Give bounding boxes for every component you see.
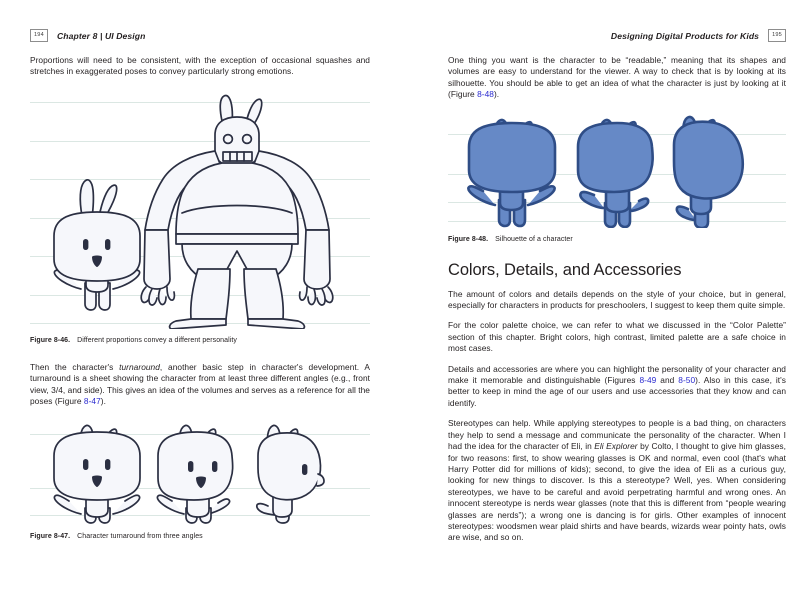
figure-8-48-crossref-link[interactable]: 8-48: [477, 89, 494, 100]
figure-8-47-caption-text: Character turnaround from three angles: [77, 533, 203, 541]
right-paragraph-2: The amount of colors and details depends on the style of your choice, but in general, especially for characters in products for preschoolers, I suggest to keep them quite simple.: [448, 288, 786, 311]
right-p4-part-a: Details and accessories are where you can highlight the personality of your character and make it memorable and distinguishable (Figures: [448, 363, 786, 386]
figure-8-47-crossref-link[interactable]: 8-47: [83, 396, 101, 407]
left-p2-italic: turnaround: [119, 361, 160, 372]
right-p5-part-a: Stereotypes can help. While applying stereotypes to people is a bad thing, on characters they help to send a message and communicate the personality of the character. When I had the idea for the character of Eli, in: [448, 418, 786, 452]
figure-8-46-caption-text: Different proportions convey a different personality: [77, 336, 237, 344]
tall-character: [141, 95, 333, 328]
right-p5-italic-title: Eli Explorer: [594, 441, 638, 452]
figure-8-49-crossref-link[interactable]: 8-49: [639, 375, 657, 386]
figure-8-47-caption: [30, 532, 370, 542]
figure-8-48: [448, 115, 786, 228]
left-p2-part-a: Then the character's: [30, 361, 120, 372]
figure-8-48-caption-text: Silhouette of a character: [495, 235, 573, 243]
figure-8-48-artwork: [448, 115, 786, 228]
left-running-head: [30, 28, 370, 43]
figure-8-46-label: Figure 8-46.: [30, 336, 71, 344]
right-p1-part-a: One thing you want is the character to be “readable,” meaning that its shapes and volumes are easy to understand for the viewer. A way to check that is by looking at its silhouette. You should be able to get an idea of what the character is just by looking at it (Figure: [448, 55, 786, 100]
figure-8-46: [30, 91, 370, 329]
figure-8-48-caption: [448, 235, 786, 245]
left-p2-part-c: ).: [100, 396, 106, 407]
left-running-head-text: Chapter 8 | UI Design: [56, 30, 146, 41]
right-p5-part-b: by Colto, I thought to give him glasses, for two reasons: first, to show wearing glasses is OK and normal, even cool (that's what Harry Potter did for millions of kids); second, to give the idea of Eli as a curious guy, looking for new things to discover. Is this a stereotype? Well, yes. When considering stereotypes, we have to be careful and avoid perpetrating harmful and wrong ones. An innocent stereotype is nerds wear glasses (note that this is different from “people wearing glasses are nerds”); a wrong one is dancing is for girls. Other examples of innocent stereotypes: woodsmen wear plaid shirts and have beards, wizards wear pointy hats, owls are wise, and so on.: [448, 441, 786, 543]
figure-8-50-crossref-link[interactable]: 8-50: [678, 375, 696, 386]
silhouette-side-view: [674, 117, 743, 228]
right-p4-part-c: ). Also in this case, it's better to keep in mind the age of our users and use accessories that they know and can identify.: [448, 375, 786, 408]
right-p1-part-b: ).: [493, 89, 500, 100]
figure-8-48-label: Figure 8-48.: [448, 235, 489, 243]
right-paragraph-5: [448, 418, 786, 543]
figure-8-46-artwork: [30, 91, 370, 329]
figure-8-47-artwork: [30, 420, 370, 525]
section-heading-colors-details-accessories: Colors, Details, and Accessories: [448, 260, 682, 279]
right-paragraph-4: [448, 364, 786, 410]
right-p4-part-b: and: [656, 375, 679, 386]
turnaround-three-quarter-view: [157, 426, 232, 524]
silhouette-front-view: [468, 120, 555, 226]
turnaround-side-face: [302, 464, 307, 475]
right-running-head-text: Designing Digital Products for Kids: [610, 30, 760, 41]
left-paragraph-2: [30, 362, 370, 408]
small-character: [54, 180, 140, 310]
right-paragraph-1: [448, 55, 786, 101]
figure-8-47: [30, 420, 370, 525]
right-running-head: [448, 28, 786, 43]
figure-8-46-caption: [30, 336, 370, 346]
right-page-folio: 195: [768, 29, 786, 41]
turnaround-side-view: [257, 426, 321, 524]
figure-8-47-label: Figure 8-47.: [30, 533, 71, 541]
left-page-folio: 194: [30, 29, 48, 41]
silhouette-three-quarter-view: [578, 120, 653, 227]
right-page: [400, 0, 800, 606]
left-p2-part-b: , another basic step in character's development. A turnaround is a sheet showing the character from at least three different angles (e.g., front view, 3/4, and side). This gives an idea of the volumes and serves as a reference for all the poses (Figure: [30, 361, 370, 407]
left-paragraph-1: Proportions will need to be consistent, with the exception of occasional squashes and stretches in exaggerated poses to convey particularly strong emotions.: [30, 55, 370, 77]
right-paragraph-3: For the color palette choice, we can refer to what we discussed in the “Color Palette” section of this chapter. Bright colors, high contrast, limited palette are a safe choice in most cases.: [448, 320, 786, 354]
turnaround-front-view: [54, 426, 140, 524]
